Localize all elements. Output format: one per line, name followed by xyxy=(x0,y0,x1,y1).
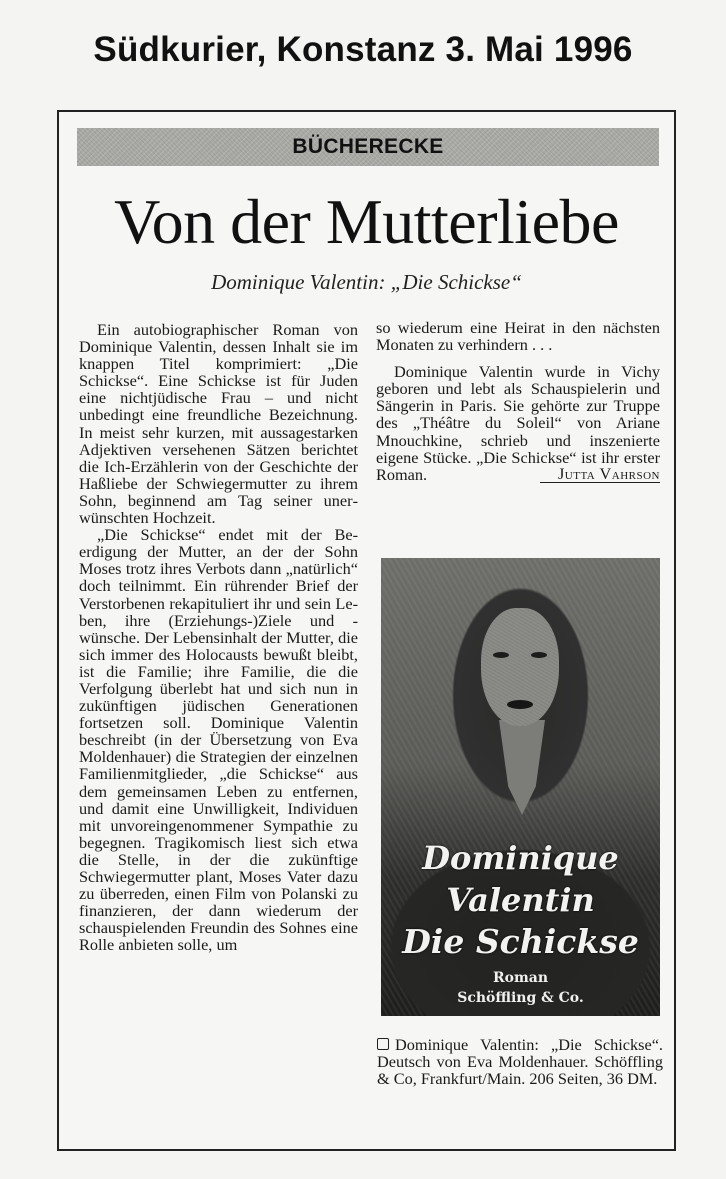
left-column xyxy=(79,321,358,953)
section-banner xyxy=(77,128,659,166)
cover-publisher: Schöffling & Co. xyxy=(457,990,584,1006)
cover-genre: Roman xyxy=(492,970,549,986)
paragraph: Ein autobiographischer Roman von Dominique Valentin, dessen Inhalt sie im knappen Titel komprimiert: „Die Schickse“. Eine Schickse ist für Juden eine nichtjüdische Frau – und nicht unbedingt eine freundliche Bezeichnung. In meist sehr kurzen, mit aussagestarken Adjektiven versehenen Sätzen berichtet die Ich-Erzählerin von der Geschichte der Haßliebe der Schwiegermutter zu ihrem Sohn, beginnend am Tag seiner unerwünschten Hochzeit. xyxy=(79,320,358,528)
caption-text: Dominique Valentin: „Die Schickse“. Deutsch von Eva Moldenhauer. Schöffling & Co, Frankfurt/Main. 206 Seiten, 36 DM. xyxy=(377,1035,663,1089)
author-byline: Jutta Vahrson xyxy=(540,466,660,483)
book-caption xyxy=(377,1036,663,1088)
subhead: Dominique Valentin: „Die Schickse“ xyxy=(211,270,522,294)
portrait-mouth xyxy=(507,700,533,709)
cover-author-first: Dominique xyxy=(422,839,619,877)
portrait-eye xyxy=(531,652,547,658)
cover-title: Die Schickse xyxy=(402,922,639,961)
section-label: BÜCHERECKE xyxy=(292,135,444,158)
paragraph: so wiederum eine Heirat in den nächsten Monaten zu verhindern . . . xyxy=(376,318,660,355)
masthead: Südkurier, Konstanz 3. Mai 1996 xyxy=(93,30,633,69)
portrait-neck xyxy=(499,720,545,815)
book-cover-image xyxy=(381,558,660,1016)
article-frame xyxy=(57,110,676,1151)
headline: Von der Mutterliebe xyxy=(114,186,619,257)
portrait-eye xyxy=(493,652,509,658)
portrait-face xyxy=(481,608,559,726)
square-bullet-icon xyxy=(377,1038,389,1050)
cover-author-last: Valentin xyxy=(446,881,595,919)
paragraph: „Die Schickse“ endet mit der Beerdigung der Mutter, an der der Sohn Moses trotz ihres Verbots dann „natürlich“ doch teilnimmt. Ein rührender Brief der Verstorbenen rekapituliert ihr und sein Leben, ihre (Erziehungs-)Ziele und -wünsche. Der Lebensinhalt der Mutter, die sich immer des Holocausts bewußt bleibt, ist die Familie; ihre Familie, die die Verfolgung überlebt hat und sich nun in zukünftigen jüdischen Generationen fortsetzen soll. Dominique Valentin beschreibt (in der Übersetzung von Eva Moldenhauer) die Strategien der einzelnen Familienmitglieder, „die Schickse“ aus dem gemeinsamen Leben zu entfernen, und damit eine Unwilligkeit, Individuen mit unvoreingenommener Sympathie zu begegnen. Tragikomisch liest sich etwa die Stelle, in der die zukünftige Schwiegermutter plant, Moses Vater dazu zu überreden, einen Film von Polanski zu finanzieren, der dann wiederum der schauspielenden Freundin des Sohnes eine Rolle anbieten solle, um xyxy=(79,525,358,955)
paragraph-text: Dominique Valentin wurde in Vichy geboren und lebt als Schauspielerin und Sängerin in Paris. Sie gehörte zur Truppe des „Théâtre du Soleil“ von Ariane Mnouchkine, schrieb und inszenierte eigene Stücke. „Die Schickse“ ist ihr erster Roman. xyxy=(376,362,660,484)
paragraph xyxy=(376,363,660,483)
right-column xyxy=(376,319,660,483)
